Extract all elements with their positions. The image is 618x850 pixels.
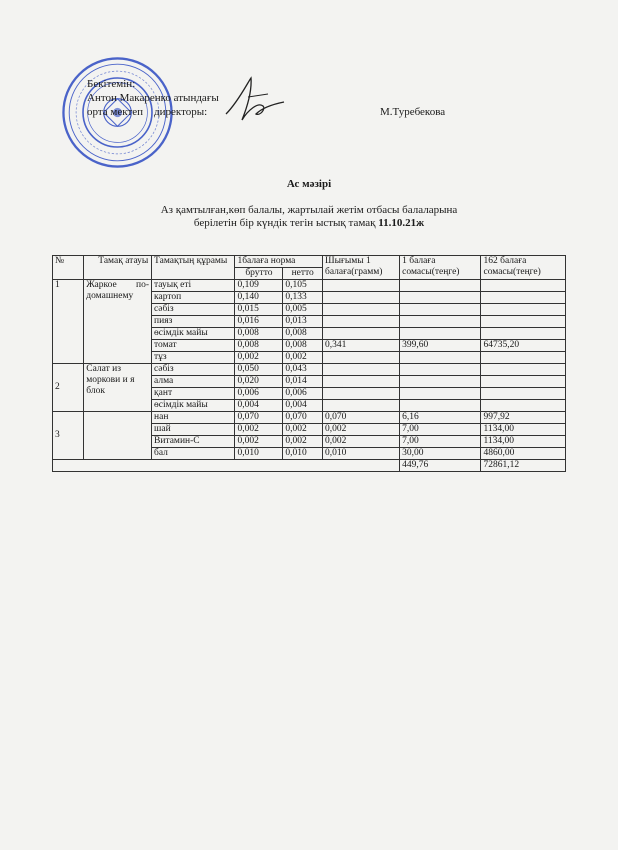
netto-value: 0,014	[283, 376, 323, 388]
netto-value: 0,002	[283, 436, 323, 448]
cost-total-value	[481, 352, 566, 364]
brutto-value: 0,109	[235, 280, 283, 292]
director-signature	[218, 72, 288, 127]
brutto-value: 0,002	[235, 424, 283, 436]
menu-body	[53, 280, 566, 460]
consumption-value	[323, 376, 400, 388]
cost-total-value: 1134,00	[481, 436, 566, 448]
cost-total-value	[481, 292, 566, 304]
cost-one-value	[400, 280, 481, 292]
product-name: тұз	[152, 352, 235, 364]
cost-one-value	[400, 304, 481, 316]
header-num: №	[53, 256, 84, 280]
cost-total-value: 997,92	[481, 412, 566, 424]
netto-value: 0,043	[283, 364, 323, 376]
product-name: картоп	[152, 292, 235, 304]
brutto-value: 0,002	[235, 436, 283, 448]
product-name: нан	[152, 412, 235, 424]
cost-total-value: 1134,00	[481, 424, 566, 436]
cost-total-value	[481, 316, 566, 328]
header-consumption: Шығымы 1 балаға(грамм)	[323, 256, 400, 280]
cost-one-value	[400, 352, 481, 364]
brutto-value: 0,050	[235, 364, 283, 376]
dish-name: Жаркое по-домашнему	[84, 280, 152, 364]
brutto-value: 0,004	[235, 400, 283, 412]
product-name: өсімдік майы	[152, 328, 235, 340]
header-cost-one: 1 балаға сомасы(теңге)	[400, 256, 481, 280]
consumption-value	[323, 364, 400, 376]
header-norm: 1балаға норма	[235, 256, 323, 268]
product-name: томат	[152, 340, 235, 352]
consumption-value: 0,070	[323, 412, 400, 424]
cost-total-value	[481, 328, 566, 340]
brutto-value: 0,006	[235, 388, 283, 400]
subtitle-line2	[0, 217, 618, 229]
brutto-value: 0,140	[235, 292, 283, 304]
header-cost-total: 162 балаға сомасы(теңге)	[481, 256, 566, 280]
header-dish: Тамақ атауы	[84, 256, 152, 280]
consumption-value	[323, 316, 400, 328]
cost-total-value	[481, 304, 566, 316]
netto-value: 0,005	[283, 304, 323, 316]
brutto-value: 0,015	[235, 304, 283, 316]
product-name: Витамин-С	[152, 436, 235, 448]
cost-total-value	[481, 280, 566, 292]
consumption-value: 0,010	[323, 448, 400, 460]
consumption-value: 0,341	[323, 340, 400, 352]
dish-name	[84, 412, 152, 460]
subtitle-line1: Аз қамтылған,көп балалы, жартылай жетім отбасы балаларына	[160, 204, 458, 216]
director-name: М.Туребекова	[380, 106, 446, 118]
brutto-value: 0,016	[235, 316, 283, 328]
cost-one-value: 7,00	[400, 436, 481, 448]
cost-one-value: 6,16	[400, 412, 481, 424]
netto-value: 0,006	[283, 388, 323, 400]
subtitle-text: берілетін бір күндік тегін ыстық тамақ	[193, 217, 376, 229]
consumption-value	[323, 280, 400, 292]
cost-total-value	[481, 400, 566, 412]
netto-value: 0,008	[283, 328, 323, 340]
netto-value: 0,004	[283, 400, 323, 412]
header-composition: Тамақтың құрамы	[152, 256, 235, 280]
cost-one-value	[400, 364, 481, 376]
consumption-value	[323, 328, 400, 340]
header-brutto: брутто	[235, 268, 283, 280]
netto-value: 0,105	[283, 280, 323, 292]
cost-one-value	[400, 400, 481, 412]
table-row	[53, 364, 566, 376]
totals-spacer	[53, 460, 400, 472]
consumption-value	[323, 352, 400, 364]
cost-one-value	[400, 292, 481, 304]
cost-one-value	[400, 316, 481, 328]
cost-one-value	[400, 388, 481, 400]
consumption-value	[323, 400, 400, 412]
netto-value: 0,013	[283, 316, 323, 328]
totals-row	[53, 460, 566, 472]
cost-total-value	[481, 364, 566, 376]
consumption-value	[323, 292, 400, 304]
cost-one-value: 30,00	[400, 448, 481, 460]
product-name: өсімдік майы	[152, 400, 235, 412]
menu-table	[52, 255, 566, 472]
netto-value: 0,008	[283, 340, 323, 352]
cost-one-value	[400, 376, 481, 388]
group-number: 2	[53, 364, 84, 412]
netto-value: 0,002	[283, 424, 323, 436]
product-name: сәбіз	[152, 304, 235, 316]
approve-label: Бекітемін:	[87, 78, 136, 90]
cost-total-value	[481, 388, 566, 400]
table-row	[53, 280, 566, 292]
cost-one-value: 7,00	[400, 424, 481, 436]
product-name: сәбіз	[152, 364, 235, 376]
product-name: шай	[152, 424, 235, 436]
cost-one-value: 399,60	[400, 340, 481, 352]
brutto-value: 0,008	[235, 328, 283, 340]
netto-value: 0,010	[283, 448, 323, 460]
cost-total-value	[481, 376, 566, 388]
product-name: қант	[152, 388, 235, 400]
consumption-value: 0,002	[323, 424, 400, 436]
cost-total-value: 64735,20	[481, 340, 566, 352]
menu-date: 11.10.21ж	[378, 217, 425, 229]
netto-value: 0,133	[283, 292, 323, 304]
consumption-value	[323, 388, 400, 400]
school-name: Антон Макаренко атындағы	[87, 92, 219, 104]
total-cost-all: 72861,12	[481, 460, 566, 472]
brutto-value: 0,008	[235, 340, 283, 352]
consumption-value: 0,002	[323, 436, 400, 448]
product-name: тауық еті	[152, 280, 235, 292]
product-name: пияз	[152, 316, 235, 328]
table-header-row	[53, 256, 566, 268]
netto-value: 0,070	[283, 412, 323, 424]
product-name: алма	[152, 376, 235, 388]
netto-value: 0,002	[283, 352, 323, 364]
consumption-value	[323, 304, 400, 316]
cost-total-value: 4860,00	[481, 448, 566, 460]
page-title: Ас мәзірі	[286, 178, 332, 190]
cost-one-value	[400, 328, 481, 340]
dish-name: Салат из моркови и я блок	[84, 364, 152, 412]
table-row	[53, 412, 566, 424]
brutto-value: 0,010	[235, 448, 283, 460]
director-label: орта мектеп директоры:	[87, 106, 208, 118]
product-name: бал	[152, 448, 235, 460]
brutto-value: 0,002	[235, 352, 283, 364]
header-netto: нетто	[283, 268, 323, 280]
brutto-value: 0,070	[235, 412, 283, 424]
brutto-value: 0,020	[235, 376, 283, 388]
total-cost-one: 449,76	[400, 460, 481, 472]
group-number: 1	[53, 280, 84, 364]
group-number: 3	[53, 412, 84, 460]
